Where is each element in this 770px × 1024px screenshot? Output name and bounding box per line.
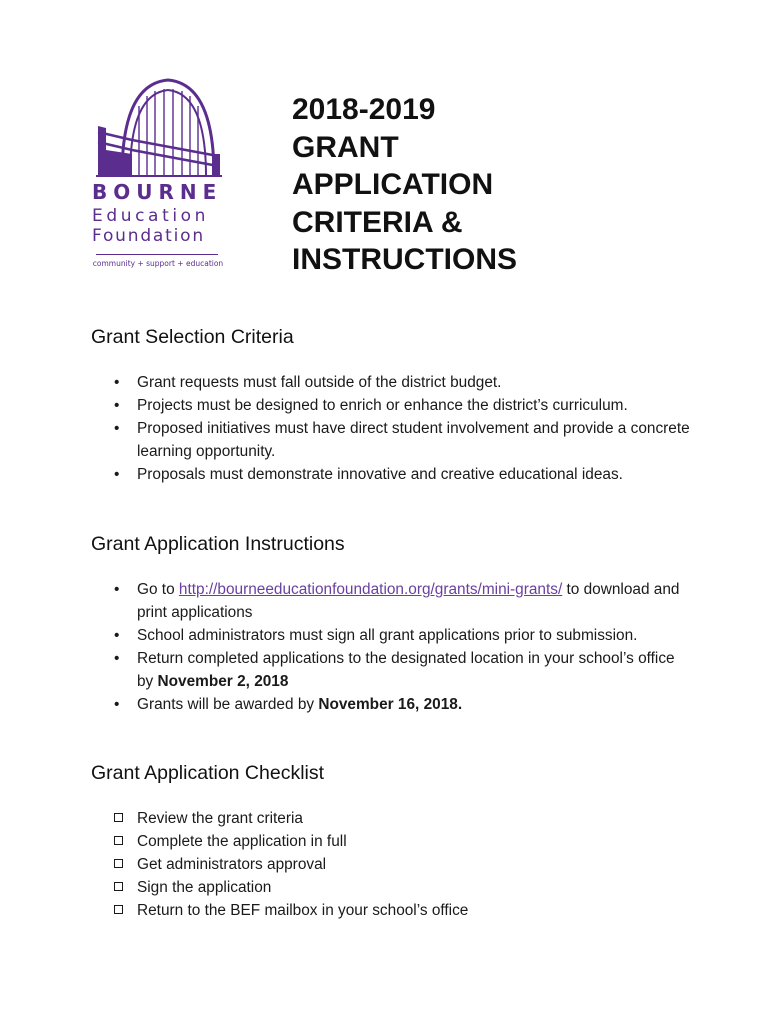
bullet-icon: • (114, 696, 120, 713)
page-title (292, 91, 592, 279)
checklist-item (114, 899, 694, 922)
bullet-icon: • (114, 627, 120, 644)
list-item-text: to download and print applications (137, 581, 680, 621)
section-heading: Grant Application Instructions (91, 533, 345, 555)
checklist-item-text: Get administrators approval (137, 856, 327, 873)
instructions-list (114, 578, 694, 716)
logo-tagline: community + support + education (92, 259, 224, 268)
bullet-icon: • (114, 420, 120, 437)
list-item-text: Go to (137, 581, 179, 598)
section-heading: Grant Selection Criteria (91, 326, 294, 348)
checkbox-icon[interactable] (114, 859, 123, 868)
mini-grants-link[interactable]: http://bourneeducationfoundation.org/grants/mini-grants/ (178, 581, 563, 598)
criteria-list (114, 371, 694, 486)
checklist-item-text: Return to the BEF mailbox in your school’s office (137, 902, 469, 919)
section-heading: Grant Application Checklist (91, 762, 325, 784)
list-item-text: Grants will be awarded by (137, 696, 319, 713)
list-item (114, 693, 694, 716)
checklist-item (114, 853, 694, 876)
checklist (114, 807, 694, 922)
title-line: GRANT (292, 130, 399, 164)
bourne-education-foundation-logo (92, 76, 224, 276)
list-item (114, 578, 694, 624)
checkbox-icon[interactable] (114, 836, 123, 845)
bullet-icon: • (114, 581, 120, 598)
bullet-icon: • (114, 466, 120, 483)
award-date: November 16, 2018. (318, 696, 463, 713)
list-item-text: Proposals must demonstrate innovative and creative educational ideas. (137, 466, 623, 483)
logo-bourne-text: BOURNE (92, 180, 223, 204)
list-item (114, 394, 694, 417)
bridge-icon (92, 76, 224, 178)
checklist-item (114, 876, 694, 899)
bullet-icon: • (114, 650, 120, 667)
checkbox-icon[interactable] (114, 905, 123, 914)
submission-deadline: November 2, 2018 (157, 673, 289, 690)
checklist-item-text: Review the grant criteria (137, 810, 303, 827)
checkbox-icon[interactable] (114, 813, 123, 822)
list-item (114, 371, 694, 394)
logo-education-text: Education (92, 206, 210, 226)
title-line: APPLICATION (292, 168, 494, 201)
logo-divider (96, 254, 218, 255)
list-item-text: Return completed applications to the designated location in your school’s office by (137, 650, 675, 690)
list-item (114, 463, 694, 486)
checkbox-icon[interactable] (114, 882, 123, 891)
application-instructions-section (91, 532, 711, 713)
checklist-item-text: Sign the application (137, 879, 272, 896)
bullet-icon: • (114, 397, 120, 414)
selection-criteria-section (91, 325, 711, 483)
list-item-text: Grant requests must fall outside of the district budget. (137, 374, 502, 391)
title-line: INSTRUCTIONS (292, 243, 517, 276)
list-item-text: Projects must be designed to enrich or enhance the district’s curriculum. (137, 397, 628, 414)
checklist-item-text: Complete the application in full (137, 833, 347, 850)
list-item (114, 647, 694, 693)
list-item-text: School administrators must sign all grant applications prior to submission. (137, 627, 638, 644)
list-item (114, 624, 694, 647)
title-line: 2018-2019 (292, 93, 436, 126)
checklist-item (114, 830, 694, 853)
bullet-icon: • (114, 374, 120, 391)
application-checklist-section (91, 761, 711, 919)
title-line: CRITERIA & (292, 205, 463, 239)
logo-foundation-text: Foundation (92, 226, 205, 246)
list-item-text: Proposed initiatives must have direct student involvement and provide a concrete learning opportunity. (137, 420, 690, 460)
list-item (114, 417, 694, 463)
checklist-item (114, 807, 694, 830)
